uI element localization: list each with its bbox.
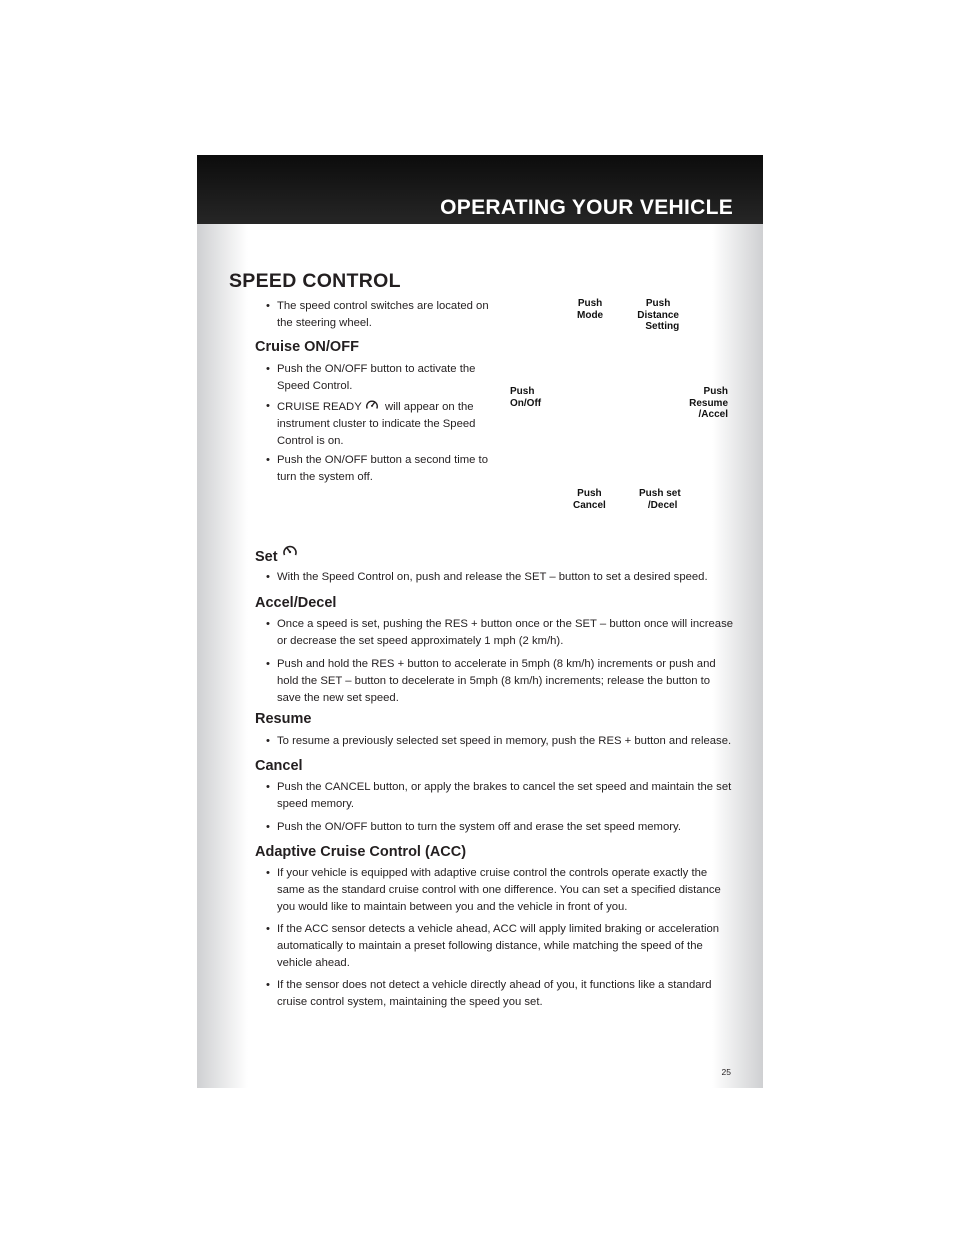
set-heading-row (255, 543, 298, 566)
list-item: • If the sensor does not detect a vehicle directly ahead of you, it functions like a standard cruise control system, maintaining the speed you set. (266, 979, 712, 1008)
cancel-heading: Cancel (255, 758, 303, 774)
resume-heading: Resume (255, 711, 312, 727)
list-item: • Push the ON/OFF button to activate the Speed Control. (266, 363, 476, 392)
list-item: • Push and hold the RES + button to accelerate in 5mph (8 km/h) increments or push and hold the SET – button to decelerate in 5mph (8 km/h) increments; release the button to save the new set speed. (266, 658, 716, 704)
acc-heading: Adaptive Cruise Control (ACC) (255, 844, 467, 860)
push-onoff-label: Push On/Off (510, 386, 542, 409)
intro-bullet: • The speed control switches are located on the steering wheel. (266, 300, 489, 329)
list-item: • If your vehicle is equipped with adaptive cruise control the controls operate exactly the same as the standard cruise control with one difference. You can set a specified distance you would like to maintain between you and the vehicle in front of you. (266, 867, 721, 913)
list-item: • Push the ON/OFF button to turn the system off and erase the set speed memory. (266, 821, 681, 833)
push-distance-label: Push Distance Setting (637, 298, 680, 332)
push-set-label: Push set /Decel (639, 488, 681, 511)
header-bar (197, 155, 763, 224)
list-item: • To resume a previously selected set speed in memory, push the RES + button and release. (266, 735, 732, 747)
list-item: • Push the ON/OFF button a second time to turn the system off. (266, 454, 488, 483)
list-item: • Once a speed is set, pushing the RES + button once or the SET – button once will increase or decrease the set speed approximately 1 mph (2 km/h). (266, 618, 734, 647)
speedometer-set-icon (282, 543, 298, 559)
list-item: • Push the CANCEL button, or apply the brakes to cancel the set speed and maintain the set speed memory. (266, 781, 732, 810)
cruise-onoff-heading: Cruise ON/OFF (255, 339, 359, 355)
set-heading: Set (255, 549, 278, 565)
push-cancel-label: Push Cancel (573, 488, 606, 511)
list-item: • CRUISE READY will appear on the instrument cluster to indicate the Speed Control is on. (266, 400, 476, 447)
header-title: OPERATING YOUR VEHICLE (440, 196, 733, 219)
list-item: • With the Speed Control on, push and release the SET – button to set a desired speed. (266, 571, 708, 583)
list-item: • If the ACC sensor detects a vehicle ahead, ACC will apply limited braking or acceleration automatically to maintain a preset following distance, while matching the speed of the vehicle ahead. (266, 923, 720, 969)
push-mode-label: Push Mode (577, 298, 604, 321)
speedometer-icon (365, 398, 379, 412)
accel-decel-heading: Accel/Decel (255, 595, 337, 611)
push-resume-label: Push Resume /Accel (689, 386, 728, 420)
manual-page (197, 155, 763, 1088)
page-number: 25 (721, 1067, 731, 1077)
section-title: SPEED CONTROL (229, 270, 401, 292)
